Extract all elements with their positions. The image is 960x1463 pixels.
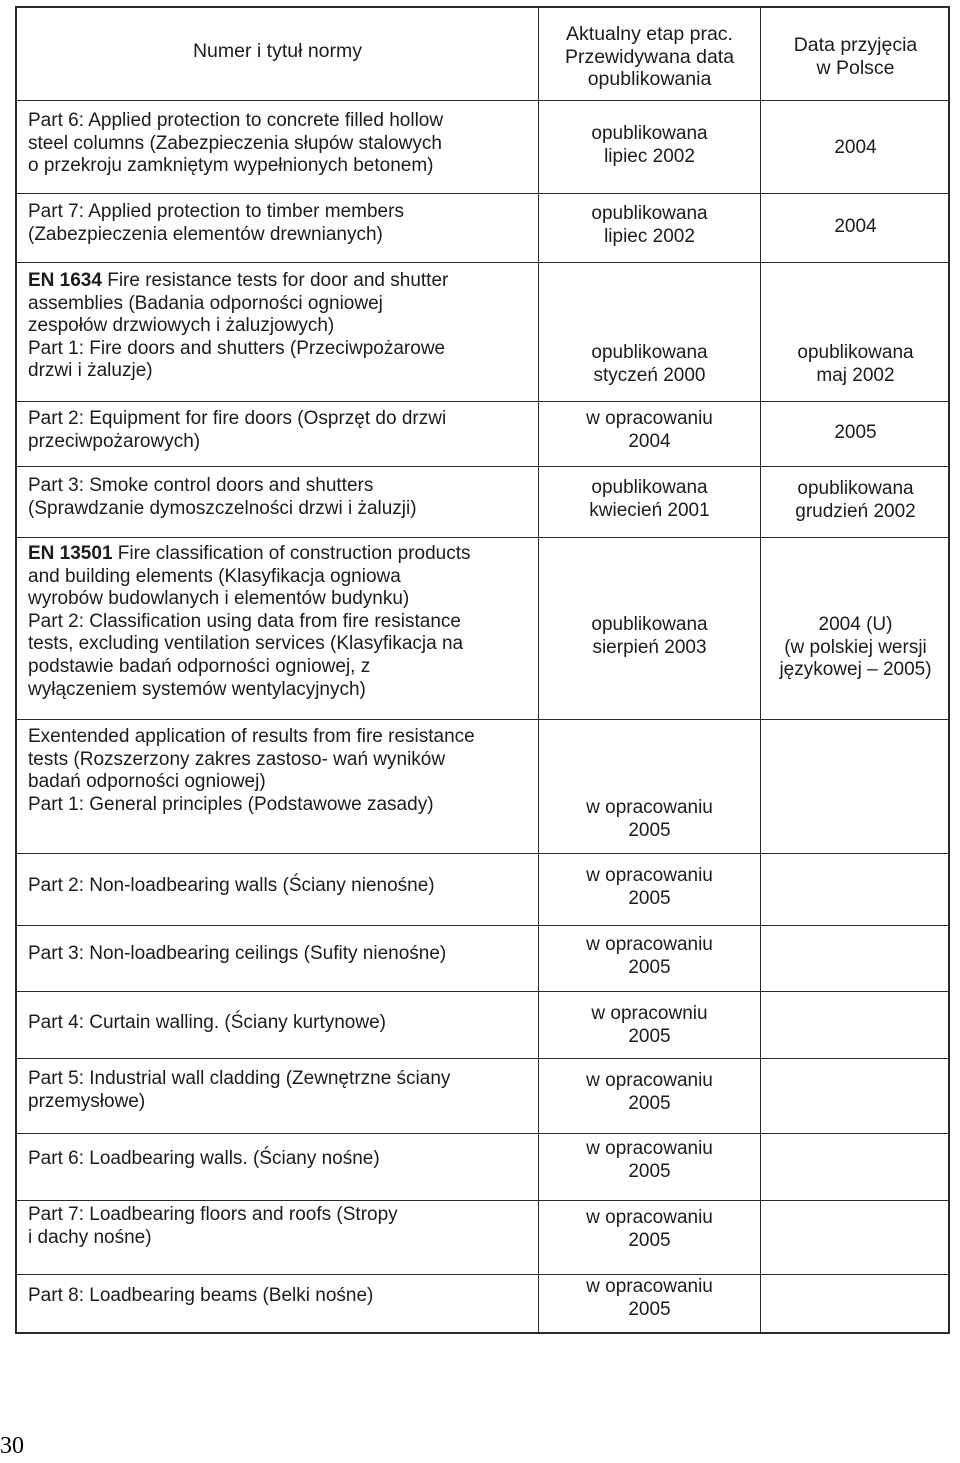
row-divider [17,537,948,538]
row-divider-header [17,100,948,101]
row-divider [17,193,948,194]
row-divider [17,991,948,992]
header-date-column [761,34,950,79]
publication-status: w opracowaniu 2005 [586,1138,713,1182]
publication-status: w opracowaniu 2005 [586,797,713,841]
header-title-text: Numer i tytuł normy [192,40,363,62]
page-number: 30 [0,1433,24,1459]
standard-title: Part 7: Applied protection to timber members (Zabezpieczenia elementów drewnianych) [28,201,404,245]
standard-code: EN 1634 [28,270,102,291]
header-title-column [17,40,538,63]
row-divider [17,925,948,926]
publication-status: opublikowana lipiec 2002 [591,123,708,167]
standard-title: Exentended application of results from fire resistance tests (Rozszerzony zakres zastoso- wań wyników badań odporności ogniowej) Part 1: General principles (Podstawowe zasady) [28,726,475,815]
header-status-line: Przewidywana data [564,45,735,68]
header-status-line: Aktualny etap prac. [566,23,733,45]
publication-status: w opracowaniu 2005 [586,1070,713,1114]
adoption-date: 2004 (U) (w polskiej wersji językowej – 2005) [779,614,932,681]
publication-status: w opracowaniu 2005 [586,1276,713,1320]
publication-status: w opracowaniu 2005 [586,1207,713,1251]
adoption-date: 2005 [834,422,877,443]
header-status-column [539,23,760,91]
adoption-date: opublikowana grudzień 2002 [795,478,916,522]
row-divider [17,1058,948,1059]
adoption-date: 2004 [834,137,877,158]
standard-title: Part 2: Non-loadbearing walls (Ściany nienośne) [28,875,435,896]
row-divider [17,719,948,720]
row-divider [17,1200,948,1201]
adoption-date: opublikowana maj 2002 [797,342,914,386]
header-status-line: opublikowania [587,68,712,90]
standard-title: Part 3: Smoke control doors and shutters (Sprawdzanie dymoszczelności drzwi i żaluzji) [28,475,417,519]
standards-table [15,6,950,1334]
standard-title: Part 2: Equipment for fire doors (Osprzęt do drzwi przeciwpożarowych) [28,408,447,452]
row-divider [17,466,948,467]
standard-title: Part 4: Curtain walling. (Ściany kurtynowe) [28,1012,386,1033]
row-divider [17,262,948,263]
standard-title: EN 1634 Fire resistance tests for door and shutter assemblies (Badania odporności ogniowej zespołów drzwiowych i żaluzjowych) Part 1: Fire doors and shutters (Przeciwpożarowe drzwi i żaluzje) [28,270,449,382]
standard-title: EN 13501 Fire classification of construction products and building elements (Klasyfikacja ogniowa wyrobów budowlanych i elementów budynku) Part 2: Classification using data from fire resistance tests, excluding ventilation services (Klasyfikacja na podstawie badań odporności ogniowej, z wyłączeniem systemów wentylacyjnych) [28,543,471,700]
publication-status: w opracowaniu 2005 [586,865,713,909]
standard-title: Part 6: Loadbearing walls. (Ściany nośne) [28,1148,380,1169]
publication-status: opublikowana kwiecień 2001 [589,477,710,521]
publication-status: w opracowaniu 2004 [586,408,713,452]
standard-title: Part 5: Industrial wall cladding (Zewnętrzne ściany przemysłowe) [28,1068,451,1112]
publication-status: w opracowaniu 2005 [586,934,713,978]
row-divider [17,1133,948,1134]
publication-status: opublikowana lipiec 2002 [591,203,708,247]
standard-title: Part 3: Non-loadbearing ceilings (Sufity nienośne) [28,943,447,964]
standard-title: Part 8: Loadbearing beams (Belki nośne) [28,1285,374,1306]
standard-title: Part 6: Applied protection to concrete filled hollow steel columns (Zabezpieczenia słupów stalowych o przekroju zamkniętym wypełnionych betonem) [28,110,444,177]
standard-code: EN 13501 [28,543,113,564]
publication-status: opublikowana styczeń 2000 [591,342,708,386]
header-date-line: w Polsce [816,56,895,79]
header-date-line: Data przyjęcia [793,34,918,56]
publication-status: opublikowana sierpień 2003 [591,614,708,658]
publication-status: w opracowniu 2005 [591,1003,708,1047]
standard-title: Part 7: Loadbearing floors and roofs (Stropy i dachy nośne) [28,1204,398,1248]
row-divider [17,853,948,854]
row-divider [17,401,948,402]
row-divider [17,1274,948,1275]
adoption-date: 2004 [834,216,877,237]
